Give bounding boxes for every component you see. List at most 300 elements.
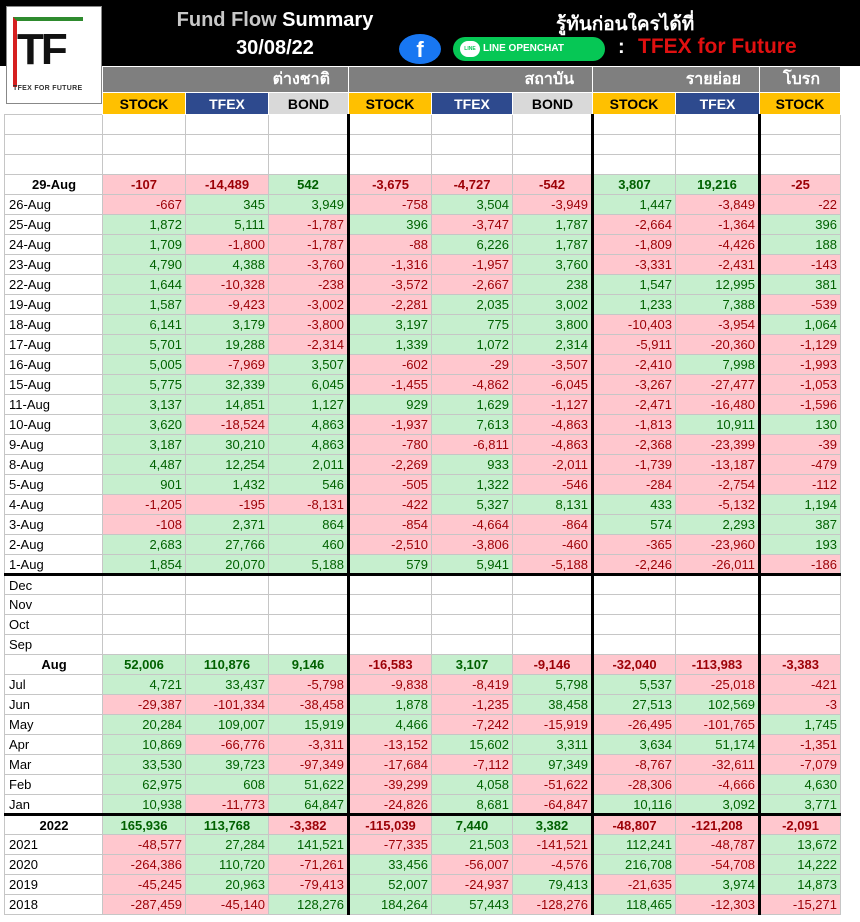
flow-value-cell: -9,838 <box>349 675 432 695</box>
flow-value-cell: 3,382 <box>513 815 593 835</box>
empty-cell <box>103 575 186 595</box>
empty-cell <box>513 615 593 635</box>
row-label: 11-Aug <box>5 395 103 415</box>
flow-value-cell: 5,701 <box>103 335 186 355</box>
flow-value-cell: 33,456 <box>349 855 432 875</box>
empty-cell <box>676 615 760 635</box>
flow-value-cell: 933 <box>432 455 513 475</box>
flow-value-cell: 118,465 <box>593 895 676 915</box>
flow-value-cell: -479 <box>760 455 841 475</box>
flow-value-cell: -13,187 <box>676 455 760 475</box>
flow-value-cell: 5,941 <box>432 555 513 575</box>
empty-row <box>5 635 841 655</box>
row-label: Apr <box>5 735 103 755</box>
row-label: Oct <box>5 615 103 635</box>
flow-value-cell: -32,040 <box>593 655 676 675</box>
column-header-bond: BOND <box>513 93 593 115</box>
flow-value-cell: 33,530 <box>103 755 186 775</box>
flow-value-cell: 13,672 <box>760 835 841 855</box>
flow-value-cell: 546 <box>269 475 349 495</box>
flow-value-cell: -26,495 <box>593 715 676 735</box>
empty-cell <box>676 635 760 655</box>
empty-cell <box>432 115 513 135</box>
flow-value-cell: -1,957 <box>432 255 513 275</box>
flow-value-cell: -22 <box>760 195 841 215</box>
empty-cell <box>432 595 513 615</box>
flow-value-cell: 3,311 <box>513 735 593 755</box>
flow-value-cell: -101,334 <box>186 695 269 715</box>
daily-row <box>5 535 841 555</box>
flow-value-cell: 775 <box>432 315 513 335</box>
flow-value-cell: 3,974 <box>676 875 760 895</box>
flow-value-cell: 345 <box>186 195 269 215</box>
flow-value-cell: 19,288 <box>186 335 269 355</box>
flow-value-cell: -121,208 <box>676 815 760 835</box>
row-label: Jun <box>5 695 103 715</box>
flow-value-cell: -27,477 <box>676 375 760 395</box>
monthly-row <box>5 795 841 815</box>
flow-value-cell: 12,254 <box>186 455 269 475</box>
row-label: 23-Aug <box>5 255 103 275</box>
flow-value-cell: 110,720 <box>186 855 269 875</box>
flow-value-cell: -88 <box>349 235 432 255</box>
flow-value-cell: -4,426 <box>676 235 760 255</box>
flow-value-cell: 4,630 <box>760 775 841 795</box>
flow-value-cell: 30,210 <box>186 435 269 455</box>
header-bar <box>0 0 860 66</box>
empty-cell <box>186 595 269 615</box>
row-label: 26-Aug <box>5 195 103 215</box>
flow-value-cell: 6,226 <box>432 235 513 255</box>
flow-value-cell: 3,504 <box>432 195 513 215</box>
empty-cell <box>513 595 593 615</box>
flow-value-cell: -1,596 <box>760 395 841 415</box>
flow-value-cell: -7,112 <box>432 755 513 775</box>
flow-value-cell: -24,826 <box>349 795 432 815</box>
row-label: Dec <box>5 575 103 595</box>
empty-cell <box>349 115 432 135</box>
flow-value-cell: -4,863 <box>513 435 593 455</box>
flow-value-cell: 929 <box>349 395 432 415</box>
flow-value-cell: 1,872 <box>103 215 186 235</box>
flow-value-cell: -539 <box>760 295 841 315</box>
line-chat-icon: LINE <box>460 41 480 57</box>
empty-cell <box>269 135 349 155</box>
flow-value-cell: -1,455 <box>349 375 432 395</box>
empty-row <box>5 115 841 135</box>
flow-value-cell: -64,847 <box>513 795 593 815</box>
monthly-row <box>5 735 841 755</box>
row-label: 2018 <box>5 895 103 915</box>
flow-value-cell: -39 <box>760 435 841 455</box>
empty-cell <box>676 155 760 175</box>
row-label: 16-Aug <box>5 355 103 375</box>
yearly-row <box>5 895 841 915</box>
monthly-row <box>5 755 841 775</box>
flow-value-cell: 10,911 <box>676 415 760 435</box>
flow-value-cell: -5,798 <box>269 675 349 695</box>
flow-value-cell: 2,293 <box>676 515 760 535</box>
flow-value-cell: 7,440 <box>432 815 513 835</box>
row-label: 25-Aug <box>5 215 103 235</box>
empty-cell <box>349 155 432 175</box>
flow-value-cell: 5,537 <box>593 675 676 695</box>
flow-value-cell: -15,271 <box>760 895 841 915</box>
flow-value-cell: -16,583 <box>349 655 432 675</box>
monthly-row <box>5 695 841 715</box>
flow-value-cell: 3,771 <box>760 795 841 815</box>
column-header-stock: STOCK <box>349 93 432 115</box>
row-label: 2021 <box>5 835 103 855</box>
flow-value-cell: 112,241 <box>593 835 676 855</box>
flow-value-cell: 52,006 <box>103 655 186 675</box>
flow-value-cell: -864 <box>513 515 593 535</box>
flow-value-cell: 3,179 <box>186 315 269 335</box>
flow-value-cell: 4,466 <box>349 715 432 735</box>
daily-row <box>5 435 841 455</box>
flow-value-cell: -3,267 <box>593 375 676 395</box>
flow-value-cell: -3,800 <box>269 315 349 335</box>
row-label: 2019 <box>5 875 103 895</box>
flow-value-cell: 110,876 <box>186 655 269 675</box>
yearly-row <box>5 875 841 895</box>
flow-value-cell: 109,007 <box>186 715 269 735</box>
flow-value-cell: -2,281 <box>349 295 432 315</box>
flow-value-cell: -14,489 <box>186 175 269 195</box>
flow-value-cell: 574 <box>593 515 676 535</box>
flow-value-cell: 39,723 <box>186 755 269 775</box>
daily-row <box>5 215 841 235</box>
flow-value-cell: -29,387 <box>103 695 186 715</box>
flow-value-cell: 57,443 <box>432 895 513 915</box>
row-label: 2020 <box>5 855 103 875</box>
flow-value-cell: 193 <box>760 535 841 555</box>
flow-value-cell: 2,314 <box>513 335 593 355</box>
daily-row <box>5 455 841 475</box>
flow-value-cell: 97,349 <box>513 755 593 775</box>
flow-value-cell: 4,790 <box>103 255 186 275</box>
flow-value-cell: -77,335 <box>349 835 432 855</box>
flow-value-cell: -3,002 <box>269 295 349 315</box>
flow-value-cell: -1,364 <box>676 215 760 235</box>
flow-value-cell: 2,371 <box>186 515 269 535</box>
flow-value-cell: -3,383 <box>760 655 841 675</box>
empty-cell <box>269 615 349 635</box>
empty-cell <box>186 135 269 155</box>
empty-cell <box>513 115 593 135</box>
row-label: 18-Aug <box>5 315 103 335</box>
flow-value-cell: 165,936 <box>103 815 186 835</box>
flow-value-cell: 1,322 <box>432 475 513 495</box>
flow-value-cell: -2,269 <box>349 455 432 475</box>
flow-value-cell: 1,432 <box>186 475 269 495</box>
empty-cell <box>103 155 186 175</box>
flow-value-cell: -71,261 <box>269 855 349 875</box>
row-label: 5-Aug <box>5 475 103 495</box>
flow-value-cell: -21,635 <box>593 875 676 895</box>
flow-value-cell: -9,423 <box>186 295 269 315</box>
daily-row <box>5 315 841 335</box>
flow-value-cell: 19,216 <box>676 175 760 195</box>
flow-value-cell: 3,002 <box>513 295 593 315</box>
flow-value-cell: -48,787 <box>676 835 760 855</box>
row-label: 4-Aug <box>5 495 103 515</box>
flow-value-cell: -667 <box>103 195 186 215</box>
flow-value-cell: -17,684 <box>349 755 432 775</box>
empty-cell <box>349 575 432 595</box>
flow-value-cell: -45,245 <box>103 875 186 895</box>
flow-value-cell: -3,760 <box>269 255 349 275</box>
flow-value-cell: 5,005 <box>103 355 186 375</box>
flow-value-cell: 3,197 <box>349 315 432 335</box>
line-openchat-badge[interactable] <box>453 37 605 61</box>
flow-value-cell: -25,018 <box>676 675 760 695</box>
flow-value-cell: -79,413 <box>269 875 349 895</box>
flow-value-cell: 3,949 <box>269 195 349 215</box>
flow-value-cell: 1,127 <box>269 395 349 415</box>
empty-cell <box>432 615 513 635</box>
tfex-logo <box>6 6 102 104</box>
flow-value-cell: -13,152 <box>349 735 432 755</box>
flow-value-cell: 4,721 <box>103 675 186 695</box>
flow-value-cell: -4,666 <box>676 775 760 795</box>
empty-row <box>5 135 841 155</box>
page-title: Fund Flow Summary <box>176 9 374 31</box>
flow-value-cell: -264,386 <box>103 855 186 875</box>
flow-value-cell: 1,072 <box>432 335 513 355</box>
monthly-total-row <box>5 655 841 675</box>
flow-value-cell: -186 <box>760 555 841 575</box>
daily-row <box>5 195 841 215</box>
empty-cell <box>186 615 269 635</box>
flow-value-cell: 130 <box>760 415 841 435</box>
flow-value-cell: 216,708 <box>593 855 676 875</box>
yearly-total-row <box>5 815 841 835</box>
empty-cell <box>349 595 432 615</box>
flow-value-cell: -48,807 <box>593 815 676 835</box>
flow-value-cell: -24,937 <box>432 875 513 895</box>
flow-value-cell: -1,351 <box>760 735 841 755</box>
flow-value-cell: 901 <box>103 475 186 495</box>
flow-value-cell: -9,146 <box>513 655 593 675</box>
row-label: 8-Aug <box>5 455 103 475</box>
flow-value-cell: 9,146 <box>269 655 349 675</box>
yearly-row <box>5 855 841 875</box>
flow-value-cell: 113,768 <box>186 815 269 835</box>
flow-value-cell: -4,863 <box>513 415 593 435</box>
flow-value-cell: -51,622 <box>513 775 593 795</box>
empty-cell <box>593 635 676 655</box>
daily-row <box>5 475 841 495</box>
flow-value-cell: 64,847 <box>269 795 349 815</box>
flow-value-cell: -195 <box>186 495 269 515</box>
flow-value-cell: 5,775 <box>103 375 186 395</box>
flow-value-cell: -2,410 <box>593 355 676 375</box>
flow-value-cell: -1,787 <box>269 215 349 235</box>
empty-cell <box>676 135 760 155</box>
flow-value-cell: 51,622 <box>269 775 349 795</box>
flow-value-cell: 188 <box>760 235 841 255</box>
flow-value-cell: -48,577 <box>103 835 186 855</box>
flow-value-cell: 10,116 <box>593 795 676 815</box>
flow-value-cell: 3,634 <box>593 735 676 755</box>
empty-cell <box>103 615 186 635</box>
flow-value-cell: -8,131 <box>269 495 349 515</box>
flow-value-cell: -128,276 <box>513 895 593 915</box>
facebook-icon[interactable]: f <box>399 34 441 64</box>
row-label: Jan <box>5 795 103 815</box>
empty-cell <box>593 615 676 635</box>
flow-value-cell: -2,754 <box>676 475 760 495</box>
empty-cell <box>593 575 676 595</box>
flow-value-cell: 387 <box>760 515 841 535</box>
empty-cell <box>269 595 349 615</box>
flow-value-cell: 51,174 <box>676 735 760 755</box>
flow-value-cell: -8,767 <box>593 755 676 775</box>
flow-value-cell: -284 <box>593 475 676 495</box>
empty-cell <box>676 595 760 615</box>
flow-value-cell: -1,800 <box>186 235 269 255</box>
flow-value-cell: 1,064 <box>760 315 841 335</box>
flow-value-cell: 38,458 <box>513 695 593 715</box>
flow-value-cell: 27,513 <box>593 695 676 715</box>
empty-cell <box>513 635 593 655</box>
flow-value-cell: -2,664 <box>593 215 676 235</box>
flow-value-cell: 79,413 <box>513 875 593 895</box>
flow-value-cell: 864 <box>269 515 349 535</box>
row-label: Nov <box>5 595 103 615</box>
empty-cell <box>593 595 676 615</box>
flow-value-cell: -365 <box>593 535 676 555</box>
flow-value-cell: -54,708 <box>676 855 760 875</box>
flow-value-cell: -3,949 <box>513 195 593 215</box>
empty-cell <box>432 575 513 595</box>
flow-value-cell: 5,188 <box>269 555 349 575</box>
row-label <box>5 135 103 155</box>
flow-value-cell: -1,937 <box>349 415 432 435</box>
flow-value-cell: -3,806 <box>432 535 513 555</box>
flow-value-cell: 396 <box>349 215 432 235</box>
flow-value-cell: -18,524 <box>186 415 269 435</box>
flow-value-cell: 4,863 <box>269 415 349 435</box>
flow-value-cell: -854 <box>349 515 432 535</box>
flow-value-cell: 460 <box>269 535 349 555</box>
monthly-row <box>5 675 841 695</box>
daily-row <box>5 375 841 395</box>
empty-row <box>5 615 841 635</box>
flow-value-cell: 20,070 <box>186 555 269 575</box>
flow-value-cell: -2,431 <box>676 255 760 275</box>
empty-cell <box>760 615 841 635</box>
daily-row <box>5 395 841 415</box>
flow-value-cell: -4,862 <box>432 375 513 395</box>
flow-value-cell: -546 <box>513 475 593 495</box>
flow-value-cell: -3,675 <box>349 175 432 195</box>
flow-value-cell: -7,242 <box>432 715 513 735</box>
flow-value-cell: -101,765 <box>676 715 760 735</box>
flow-value-cell: -6,045 <box>513 375 593 395</box>
row-label: Aug <box>5 655 103 675</box>
empty-cell <box>186 115 269 135</box>
flow-value-cell: 6,141 <box>103 315 186 335</box>
flow-value-cell: -12,303 <box>676 895 760 915</box>
flow-value-cell: -287,459 <box>103 895 186 915</box>
flow-value-cell: 15,919 <box>269 715 349 735</box>
daily-row <box>5 355 841 375</box>
empty-cell <box>760 115 841 135</box>
report-date: 30/08/22 <box>236 37 314 59</box>
flow-value-cell: -1,235 <box>432 695 513 715</box>
flow-value-cell: -3,747 <box>432 215 513 235</box>
column-header-tfex: TFEX <box>432 93 513 115</box>
flow-value-cell: 433 <box>593 495 676 515</box>
row-label: 9-Aug <box>5 435 103 455</box>
flow-value-cell: 3,137 <box>103 395 186 415</box>
flow-value-cell: 1,547 <box>593 275 676 295</box>
daily-row <box>5 295 841 315</box>
logo-mark: TF <box>17 25 65 74</box>
flow-value-cell: 3,620 <box>103 415 186 435</box>
row-label: 15-Aug <box>5 375 103 395</box>
flow-value-cell: 5,798 <box>513 675 593 695</box>
empty-cell <box>513 155 593 175</box>
flow-value-cell: 1,745 <box>760 715 841 735</box>
flow-value-cell: 4,058 <box>432 775 513 795</box>
monthly-row <box>5 775 841 795</box>
flow-value-cell: -15,919 <box>513 715 593 735</box>
row-label: 29-Aug <box>5 175 103 195</box>
empty-cell <box>269 155 349 175</box>
empty-cell <box>103 635 186 655</box>
yearly-row <box>5 835 841 855</box>
flow-value-cell: 14,851 <box>186 395 269 415</box>
flow-value-cell: 1,787 <box>513 215 593 235</box>
flow-value-cell: -3,954 <box>676 315 760 335</box>
flow-value-cell: -3 <box>760 695 841 715</box>
flow-value-cell: 7,613 <box>432 415 513 435</box>
flow-value-cell: -10,328 <box>186 275 269 295</box>
empty-cell <box>269 575 349 595</box>
flow-value-cell: 1,787 <box>513 235 593 255</box>
flow-value-cell: 10,869 <box>103 735 186 755</box>
flow-value-cell: 1,194 <box>760 495 841 515</box>
row-label: 22-Aug <box>5 275 103 295</box>
empty-cell <box>593 155 676 175</box>
flow-value-cell: 3,507 <box>269 355 349 375</box>
row-label: Sep <box>5 635 103 655</box>
flow-value-cell: 3,760 <box>513 255 593 275</box>
flow-value-cell: 27,766 <box>186 535 269 555</box>
row-label: 2022 <box>5 815 103 835</box>
flow-value-cell: 6,045 <box>269 375 349 395</box>
flow-value-cell: -1,316 <box>349 255 432 275</box>
flow-value-cell: 7,998 <box>676 355 760 375</box>
flow-value-cell: 381 <box>760 275 841 295</box>
flow-value-cell: -3,849 <box>676 195 760 215</box>
flow-value-cell: -141,521 <box>513 835 593 855</box>
flow-value-cell: 3,107 <box>432 655 513 675</box>
flow-value-cell: 33,437 <box>186 675 269 695</box>
row-label: Feb <box>5 775 103 795</box>
flow-value-cell: 2,011 <box>269 455 349 475</box>
flow-value-cell: -1,809 <box>593 235 676 255</box>
flow-value-cell: 608 <box>186 775 269 795</box>
flow-value-cell: -4,727 <box>432 175 513 195</box>
flow-value-cell: 4,487 <box>103 455 186 475</box>
empty-cell <box>513 135 593 155</box>
flow-value-cell: 21,503 <box>432 835 513 855</box>
flow-value-cell: -505 <box>349 475 432 495</box>
